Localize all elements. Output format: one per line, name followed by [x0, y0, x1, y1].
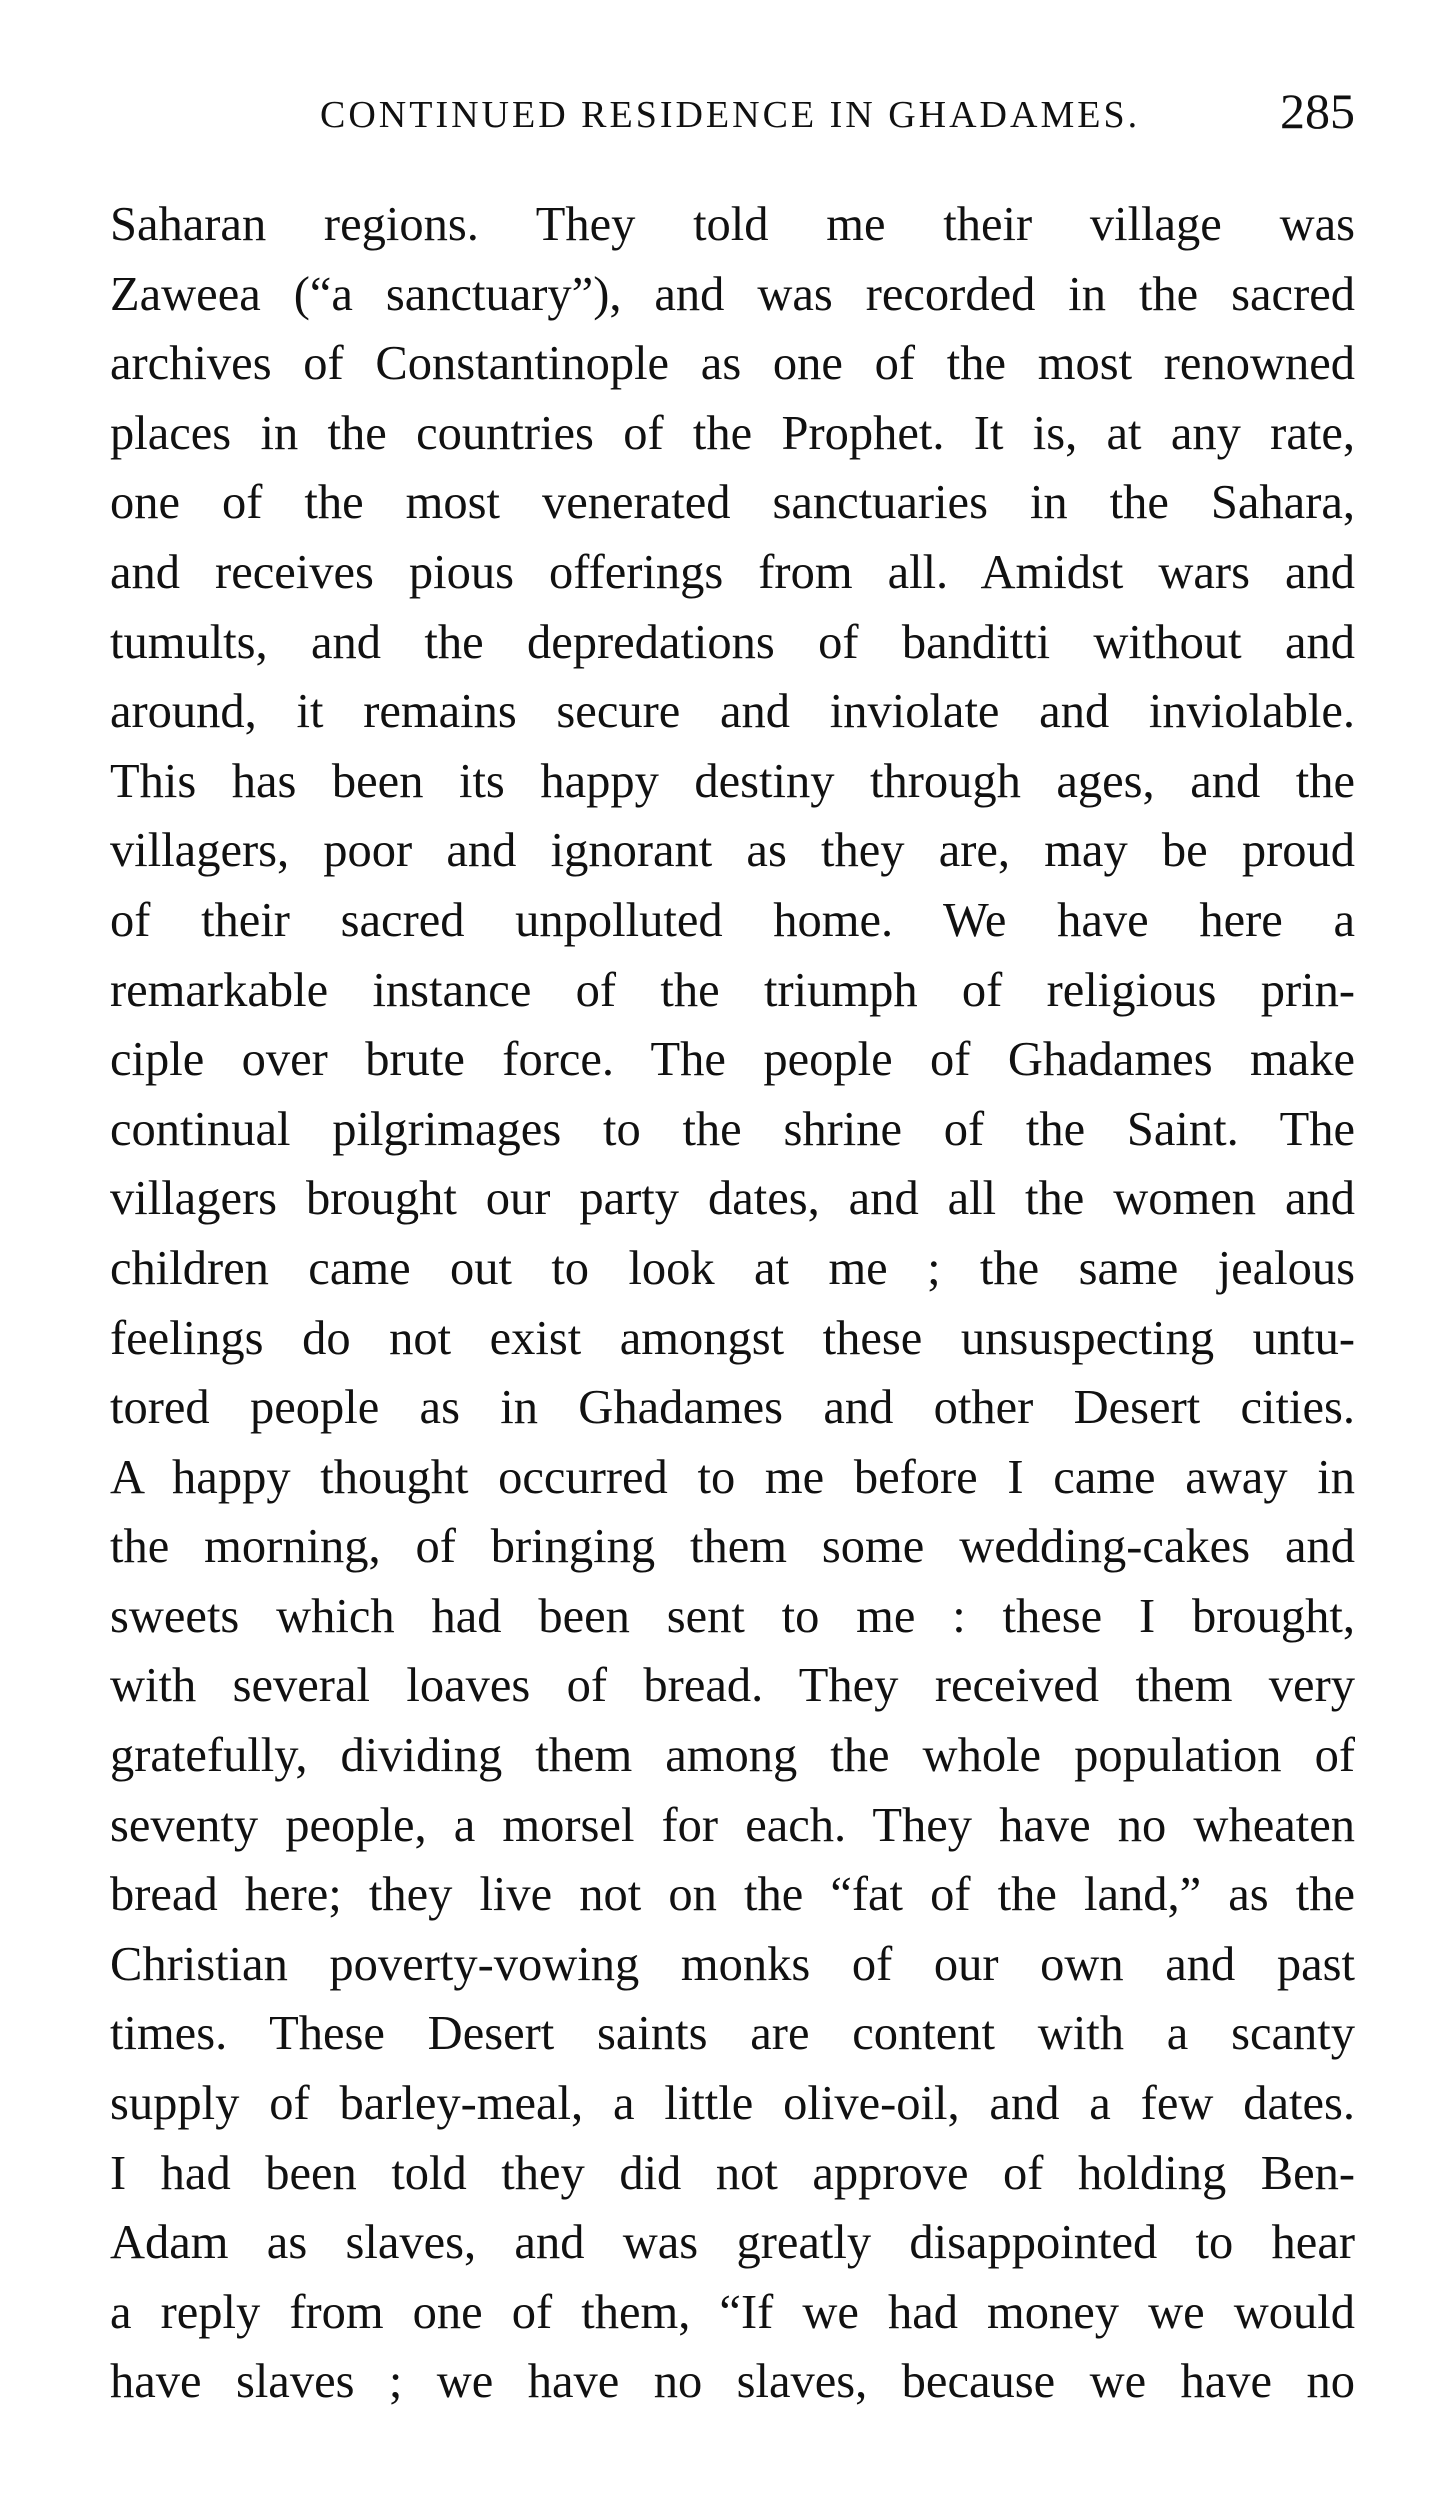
- text-line-32: have slaves ; we have no slaves, because we have no: [110, 2355, 1355, 2409]
- text-line-7: tumults, and the depredations of banditti without and: [110, 615, 1355, 669]
- text-line-20: the morning, of bringing them some wedding-cakes and: [110, 1520, 1355, 1574]
- text-line-21: sweets which had been sent to me : these I brought,: [110, 1589, 1355, 1643]
- page-number: 285: [1280, 83, 1355, 139]
- text-line-8: around, it remains secure and inviolate and inviolable.: [110, 685, 1355, 739]
- text-line-11: of their sacred unpolluted home. We have here a: [110, 893, 1355, 947]
- text-line-13: ciple over brute force. The people of Ghadames make: [110, 1033, 1355, 1087]
- text-line-29: I had been told they did not approve of holding Ben-: [110, 2146, 1355, 2200]
- text-line-27: times. These Desert saints are content with a scanty: [110, 2007, 1355, 2061]
- text-line-31: a reply from one of them, “If we had money we would: [110, 2285, 1355, 2339]
- text-line-3: archives of Constantinople as one of the most renowned: [110, 337, 1355, 391]
- text-line-28: supply of barley-meal, a little olive-oil, and a few dates.: [110, 2077, 1355, 2131]
- text-line-24: seventy people, a morsel for each. They have no wheaten: [110, 1798, 1355, 1852]
- text-line-16: children came out to look at me ; the same jealous: [110, 1241, 1355, 1295]
- text-line-25: bread here; they live not on the “fat of the land,” as the: [110, 1868, 1355, 1922]
- page-header: [110, 82, 1355, 152]
- text-line-4: places in the countries of the Prophet. It is, at any rate,: [110, 406, 1355, 460]
- text-line-2: Zaweea (“a sanctuary”), and was recorded in the sacred: [110, 267, 1355, 321]
- text-line-26: Christian poverty-vowing monks of our own and past: [110, 1937, 1355, 1991]
- text-line-19: A happy thought occurred to me before I came away in: [110, 1450, 1355, 1504]
- text-line-30: Adam as slaves, and was greatly disappointed to hear: [110, 2216, 1355, 2270]
- text-line-9: This has been its happy destiny through ages, and the: [110, 754, 1355, 808]
- running-head: CONTINUED RESIDENCE IN GHADAMES.: [320, 94, 1141, 136]
- text-line-23: gratefully, dividing them among the whole population of: [110, 1729, 1355, 1783]
- text-line-10: villagers, poor and ignorant as they are, may be proud: [110, 824, 1355, 878]
- body-text: [110, 190, 1355, 2417]
- text-line-14: continual pilgrimages to the shrine of the Saint. The: [110, 1102, 1355, 1156]
- text-line-18: tored people as in Ghadames and other Desert cities.: [110, 1381, 1355, 1435]
- text-line-6: and receives pious offerings from all. Amidst wars and: [110, 545, 1355, 599]
- text-line-12: remarkable instance of the triumph of religious prin-: [110, 963, 1355, 1017]
- text-line-17: feelings do not exist amongst these unsuspecting untu-: [110, 1311, 1355, 1365]
- text-line-15: villagers brought our party dates, and all the women and: [110, 1172, 1355, 1226]
- text-line-1: Saharan regions. They told me their village was: [110, 198, 1355, 251]
- text-line-22: with several loaves of bread. They received them very: [110, 1659, 1355, 1713]
- text-line-5: one of the most venerated sanctuaries in the Sahara,: [110, 476, 1355, 530]
